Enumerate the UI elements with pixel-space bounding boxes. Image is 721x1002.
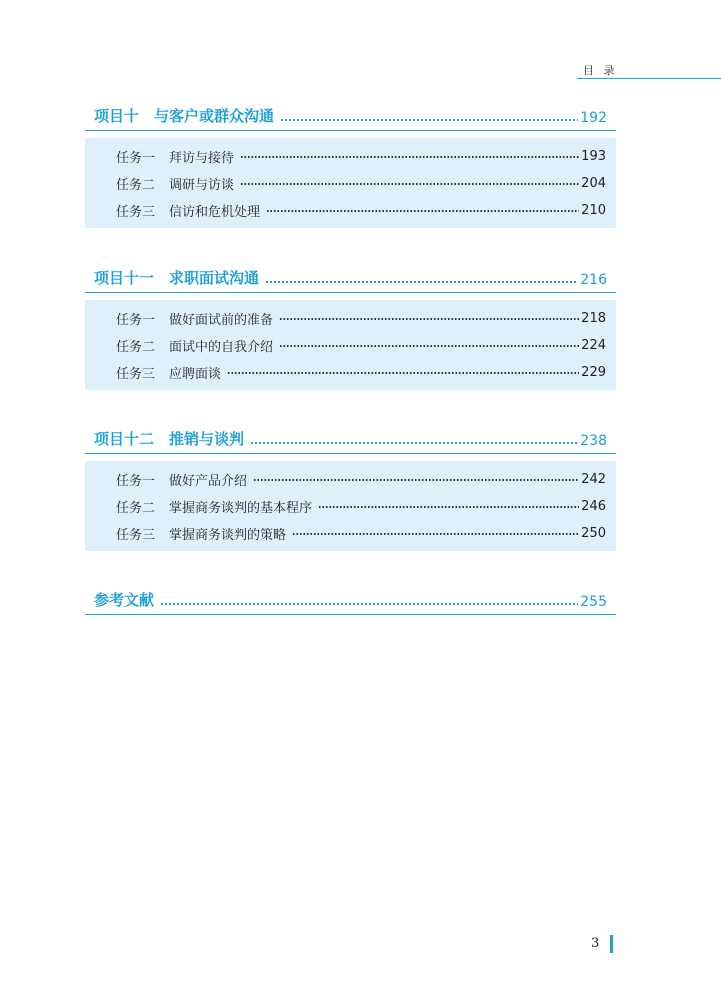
task-title: 做好产品介绍 <box>169 474 248 489</box>
task-label: 任务三 <box>116 205 156 220</box>
project-title: 与客户或群众沟通 <box>154 107 275 125</box>
header-rule <box>577 78 721 79</box>
page-number-bar <box>610 935 613 953</box>
project-title: 推销与谈判 <box>169 430 245 448</box>
task-entry[interactable] <box>85 359 616 386</box>
project-heading[interactable] <box>85 423 616 454</box>
task-label: 任务一 <box>116 474 156 489</box>
dot-leader <box>280 118 578 122</box>
task-list <box>85 461 616 551</box>
project-label: 项目十一 <box>94 269 155 287</box>
task-page-number: 193 <box>581 149 606 164</box>
task-page-number: 246 <box>581 499 606 514</box>
task-entry[interactable] <box>85 305 616 332</box>
task-title: 信访和危机处理 <box>169 205 261 220</box>
project-page-number: 216 <box>580 272 607 288</box>
dot-leader <box>292 532 579 536</box>
toc-section-project-11 <box>85 262 616 390</box>
references-heading[interactable] <box>85 584 616 615</box>
task-title: 拜访与接待 <box>169 151 235 166</box>
toc-section-references <box>85 584 616 615</box>
dot-leader <box>160 602 578 606</box>
task-page-number: 204 <box>581 176 606 191</box>
task-page-number: 250 <box>581 526 606 541</box>
dot-leader <box>250 441 578 445</box>
references-title: 参考文献 <box>94 591 155 609</box>
dot-leader <box>265 280 578 284</box>
task-label: 任务二 <box>116 501 156 516</box>
dot-leader <box>318 505 579 509</box>
project-page-number: 192 <box>580 110 607 126</box>
page-number: 3 <box>591 936 600 951</box>
dot-leader <box>279 317 579 321</box>
task-label: 任务一 <box>116 313 156 328</box>
task-title: 掌握商务谈判的策略 <box>169 528 287 543</box>
references-page-number: 255 <box>580 594 607 610</box>
project-title: 求职面试沟通 <box>169 269 260 287</box>
task-entry[interactable] <box>85 332 616 359</box>
dot-leader <box>266 209 579 213</box>
task-label: 任务二 <box>116 178 156 193</box>
task-entry[interactable] <box>85 493 616 520</box>
header-title: 目 录 <box>583 64 618 77</box>
task-page-number: 210 <box>581 203 606 218</box>
task-entry[interactable] <box>85 197 616 224</box>
task-entry[interactable] <box>85 143 616 170</box>
task-label: 任务三 <box>116 528 156 543</box>
task-label: 任务三 <box>116 367 156 382</box>
project-heading[interactable] <box>85 100 616 131</box>
task-title: 掌握商务谈判的基本程序 <box>169 501 313 516</box>
task-label: 任务二 <box>116 340 156 355</box>
task-page-number: 218 <box>581 311 606 326</box>
project-heading[interactable] <box>85 262 616 293</box>
task-entry[interactable] <box>85 170 616 197</box>
task-title: 做好面试前的准备 <box>169 313 274 328</box>
task-title: 应聘面谈 <box>169 367 222 382</box>
task-page-number: 224 <box>581 338 606 353</box>
dot-leader <box>240 155 579 159</box>
project-label: 项目十 <box>94 107 140 125</box>
dot-leader <box>253 478 579 482</box>
dot-leader <box>240 182 579 186</box>
dot-leader <box>227 371 579 375</box>
task-list <box>85 138 616 228</box>
toc-section-project-12 <box>85 423 616 551</box>
task-label: 任务一 <box>116 151 156 166</box>
dot-leader <box>279 344 579 348</box>
task-list <box>85 300 616 390</box>
task-title: 面试中的自我介绍 <box>169 340 274 355</box>
project-page-number: 238 <box>580 433 607 449</box>
task-title: 调研与访谈 <box>169 178 235 193</box>
task-page-number: 229 <box>581 365 606 380</box>
toc-section-project-10 <box>85 100 616 228</box>
task-page-number: 242 <box>581 472 606 487</box>
task-entry[interactable] <box>85 466 616 493</box>
project-label: 项目十二 <box>94 430 155 448</box>
task-entry[interactable] <box>85 520 616 547</box>
